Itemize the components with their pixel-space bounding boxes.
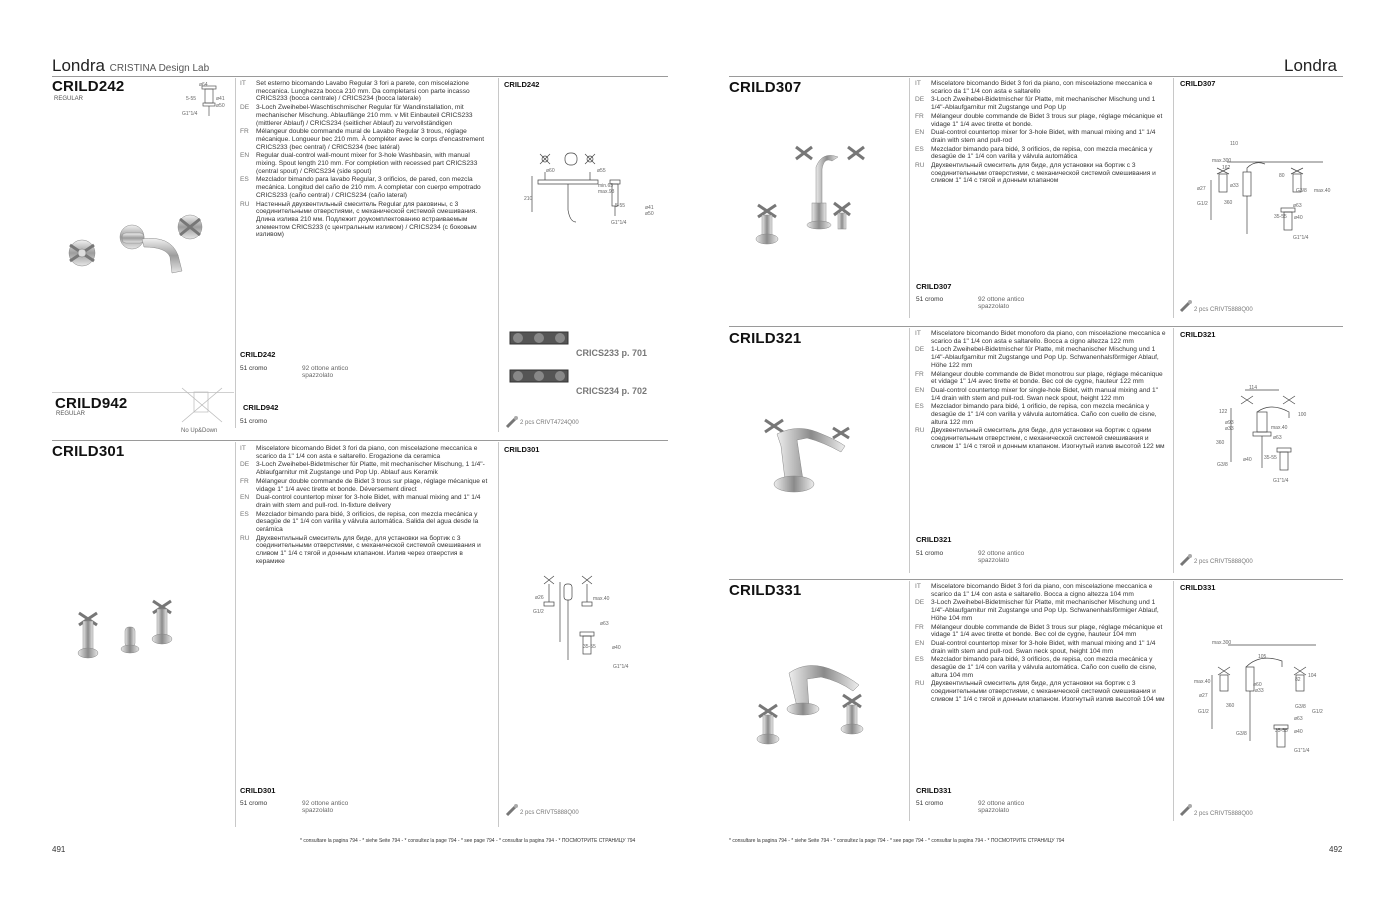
dim-label: G1"1/4: [1293, 235, 1309, 241]
dim-label: 360: [1226, 703, 1235, 709]
desc-text: 3-Loch Zweihebel-Bidetmischer für Platte, mit mechanischer Mischung und 1 1/4"-Ablaufgarnitur mit Zugstange und Pop Up. Schwanenhalsförmiger Ablauf, Höhe 104 mm: [931, 599, 1159, 622]
faucet-image: [757, 410, 867, 505]
dim-label: 105: [1258, 654, 1267, 660]
dim-label: G1"1/4: [182, 111, 198, 117]
lang-code: EN: [240, 494, 250, 502]
product-code: CRILD331: [729, 582, 802, 599]
column-divider: [1173, 581, 1174, 821]
dim-label: max.300: [1212, 158, 1232, 164]
lang-code: DE: [915, 96, 925, 104]
footnote: * consultare la pagina 794 - * siehe Seite 794 - * consultez la page 794 - * see page 794 - * consultar la pagina 794 - * ПОСМОТРИТЕ СТРАНИЦУ 794: [300, 838, 636, 844]
lang-code: IT: [915, 330, 921, 337]
no-updown-note: No Up&Down: [181, 428, 218, 434]
valve-accessory-icon: [505, 803, 519, 817]
series-title: Londra: [52, 56, 105, 75]
dim-label: ø60: [1253, 682, 1262, 688]
desc-row: [240, 152, 492, 175]
dim-label: G1"1/4: [1273, 478, 1289, 484]
column-divider: [498, 442, 499, 827]
lang-code: RU: [915, 427, 925, 435]
multilingual-description: [915, 330, 1167, 452]
page-number: 492: [1329, 845, 1343, 854]
dim-label: 100: [1298, 412, 1307, 418]
designer-label: CRISTINA Design Lab: [109, 63, 210, 74]
desc-row: [240, 478, 492, 493]
dim-label: ø27: [1197, 186, 1206, 192]
desc-text: Mélangeur double commande de Bidet 3 trous sur plage, réglage mécanique et vidage 1" 1/4 avec tirette et bonde. Déversement direct: [256, 477, 488, 493]
dim-label: min.63 max.93: [598, 183, 615, 195]
dim-label: max.40: [1314, 188, 1331, 194]
finish-desc: 92 ottone antico spazzolato: [302, 800, 349, 814]
lang-code: FR: [915, 623, 924, 631]
dim-label: max.300: [1212, 640, 1232, 646]
dim-label: ø40: [1294, 729, 1303, 735]
desc-text: Miscelatore bicomando Bidet 3 fori da piano, con miscelazione meccanica e scarico da 1" 1/4 con asta e saltarello. Erogazione da ceramica: [256, 445, 478, 460]
multilingual-description: [915, 583, 1167, 705]
dim-label: G3/8: [1296, 188, 1307, 194]
finish-desc: 92 ottone antico spazzolato: [302, 365, 349, 379]
lang-code: DE: [915, 346, 925, 354]
product-code: CRILD242: [52, 78, 125, 95]
footnote: * consultare la pagina 794 - * siehe Seite 794 - * consultez la page 794 - * see page 794 - * consultar la pagina 794 - * ПОСМОТРИТЕ СТРАНИЦУ 794: [729, 838, 1065, 844]
desc-row: [240, 461, 492, 476]
drawing-code: CRILD331: [1180, 583, 1216, 592]
dim-label: 360: [1224, 200, 1233, 206]
dim-label: 82: [1295, 677, 1301, 683]
desc-text: 3-Loch Zweihebel-Waschtischmischer Regular für Wandinstallation, mit mechanischer Mischung. Ablauflänge 210 mm. v Mit Einbauteil CRICS233 (mittlerer Ablauf) / CRICS234 (seitlicher Ablauf) zu vervollständigen: [256, 104, 473, 127]
lang-code: FR: [240, 477, 249, 485]
header-rule: [729, 76, 1343, 77]
drawing-code: CRILD321: [1180, 330, 1216, 339]
desc-text: Dual-control countertop mixer for 3-hole Bidet, with manual mixing and 1" 1/4 drain with stem and pull-rod. Swan neck spout, height 104 mm: [931, 639, 1156, 655]
dim-label: ø93: [1225, 420, 1234, 426]
multilingual-description: [915, 80, 1167, 186]
dim-label: 35-55: [1264, 455, 1277, 461]
product-subtitle: REGULAR: [54, 96, 84, 102]
desc-row: [240, 511, 492, 534]
lang-code: ES: [915, 403, 924, 411]
dim-label: 360: [1216, 440, 1225, 446]
finish-desc: 92 ottone antico spazzolato: [978, 550, 1025, 564]
lang-code: DE: [915, 599, 925, 607]
column-divider: [235, 442, 236, 827]
desc-text: Dual-control countertop mixer for 3-hole Bidet, with manual mixing and 1" 1/4 drain with stem and pull-rod: [931, 129, 1156, 144]
accessory-label: 2 pcs CRIVT4724Q00: [520, 420, 579, 426]
dim-label: ø60: [546, 168, 555, 174]
dim-label: G1/2: [1312, 709, 1323, 715]
desc-text: Двухвентильный смеситель для биде, для установки на бортик с 3 соединительными отверстиями, с механической системой смешивания и сливом 1" 1/4 с тягой и донным клапаном. Изогнутый излив высотой 104 мм: [931, 680, 1165, 703]
dim-label: ø33: [1225, 426, 1234, 432]
dim-label: ø40: [612, 645, 621, 651]
lang-code: RU: [240, 534, 250, 542]
desc-row: [915, 599, 1167, 622]
valve-accessory-icon: [1179, 299, 1193, 313]
desc-row: [915, 146, 1167, 161]
desc-text: Regular dual-control wall-mount mixer for 3-hole Washbasin, with manual mixing. Spout length 210 mm. For completion with recessed part CRICS233 (central spout) / CRICS234 (side spout): [256, 152, 478, 175]
dim-label: max.40: [593, 596, 610, 602]
accessory-label: 2 pcs CRIVT5888Q00: [1194, 811, 1253, 817]
desc-text: Mezclador bimando para lavabo Regular, 3 orificios, de pared, con mezcla mecánica. Longitud del caño de 210 mm. A completar con cuerpo empotrado CRICS233 (caño central) / CRICS234 (caño lateral): [256, 176, 481, 199]
desc-text: Двухвентильный смеситель для биде, для установки на бортик с 3 соединительными отверстиями, с механической системой смешивания и сливом 1" 1/4 с тягой и донным клапаном: [931, 162, 1156, 185]
dim-label: 210: [524, 196, 533, 202]
desc-row: [915, 656, 1167, 679]
desc-row: [240, 535, 492, 566]
desc-row: [915, 330, 1167, 345]
technical-drawing: [530, 572, 640, 672]
desc-row: [915, 80, 1167, 95]
drawing-code: CRILD242: [504, 80, 540, 89]
code-small: CRILD307: [916, 282, 952, 291]
lang-code: EN: [915, 639, 925, 647]
dim-label: G3/8: [1217, 462, 1228, 468]
desc-row: [240, 494, 492, 509]
desc-row: [915, 583, 1167, 598]
lang-code: FR: [915, 112, 924, 120]
no-updown-crossed-drawing: [180, 386, 224, 424]
finish-desc: 92 ottone antico spazzolato: [978, 296, 1025, 310]
column-divider: [235, 78, 236, 428]
desc-text: Mezclador bimando para bidé, 3 orificios, de repisa, con mezcla mecánica y desagüe de 1" 1/4 con varilla y válvula automática. Salida del agua desde la cerámica: [256, 510, 479, 534]
desc-row: [915, 427, 1167, 450]
desc-row: [915, 346, 1167, 369]
lang-code: EN: [915, 129, 925, 137]
dim-label: ø27: [1199, 693, 1208, 699]
lang-code: DE: [240, 461, 250, 469]
desc-text: Настенный двухвентильный смеситель Regular для раковины, с 3 соединительными отверстиями, с механической системой смешивания. Длина излива 210 мм. Подлежит доукомплектованию встраиваемым элементом CRICS233 (с центральным изливом) / CRICS234 (с боковым изливом): [256, 200, 478, 239]
dim-label: G1"1/4: [613, 664, 629, 670]
code-small: CRILD331: [916, 786, 952, 795]
accessory-label: 2 pcs CRIVT5888Q00: [520, 810, 579, 816]
dim-label: ø41: [645, 205, 654, 211]
dim-label: G1/2: [1198, 709, 1209, 715]
finish-desc: 92 ottone antico spazzolato: [978, 800, 1025, 814]
dim-label: ø55: [597, 168, 606, 174]
dim-label: ø40: [1294, 215, 1303, 221]
page-number: 491: [52, 845, 66, 854]
lang-code: ES: [915, 145, 924, 153]
dim-label: 114: [1249, 385, 1257, 391]
lang-code: ES: [240, 510, 249, 518]
technical-drawing: [1197, 160, 1337, 245]
code-small: CRILD301: [240, 786, 276, 795]
section-rule: [729, 579, 1343, 580]
dim-label: G3/8: [1295, 704, 1306, 710]
lang-code: ES: [915, 656, 924, 664]
recessed-ref: CRICS233 p. 701: [576, 348, 648, 358]
finish-code: 51 cromo: [916, 296, 944, 303]
lang-code: EN: [915, 386, 925, 394]
code-small: CRILD242: [240, 350, 276, 359]
dim-label: 162: [1222, 165, 1231, 171]
desc-text: Mezclador bimando para bidé, 3 orificios, de repisa, con mezcla mecánica y desagüe de 1" 1/4 con varilla y válvula automática. Caño con cuello de cisne, altura 104 mm: [931, 656, 1157, 679]
code-small: CRILD321: [916, 535, 952, 544]
faucet-image: [752, 145, 872, 255]
dim-label: 5-55: [186, 96, 197, 102]
dim-label: 35-55: [583, 644, 596, 650]
lang-code: RU: [915, 162, 925, 170]
finish-code: 51 cromo: [916, 800, 944, 807]
faucet-image: [749, 655, 879, 755]
desc-row: [915, 129, 1167, 144]
product-code: CRILD301: [52, 443, 125, 460]
dim-label: ø41: [216, 96, 225, 102]
right-page: [697, 0, 1394, 900]
lang-code: IT: [240, 80, 246, 87]
finish-code: 51 cromo: [240, 365, 268, 372]
code-small: CRILD942: [243, 403, 279, 412]
lang-code: ES: [240, 176, 249, 184]
dim-label: G1"1/4: [1294, 748, 1310, 754]
dim-label: ø26: [535, 595, 544, 601]
lang-code: RU: [915, 680, 925, 688]
desc-text: Двухвентильный смеситель для биде, для установки на бортик с одним соединительным отверстием, с механической системой смешивания и сливом 1" 1/4 с тягой и донным клапаном. Изогнутый излив высотой 122 мм: [931, 427, 1165, 450]
desc-row: [915, 403, 1167, 426]
dim-label: ø63: [1293, 203, 1302, 209]
lang-code: IT: [915, 80, 921, 87]
dim-label: G3/8: [1236, 731, 1247, 737]
accessory-label: 2 pcs CRIVT5888Q00: [1194, 559, 1253, 565]
desc-row: [240, 104, 492, 127]
desc-text: 3-Loch Zweihebel-Bidetmischer für Platte, mit mechanischer Mischung und 1 1/4"-Ablaufgarnitur mit Zugstange und Pop Up: [931, 96, 1156, 112]
desc-row: [915, 96, 1167, 111]
dim-label: max.40: [1271, 425, 1288, 431]
dim-label: 104: [1308, 673, 1317, 679]
multilingual-description: [240, 80, 492, 240]
desc-text: Mezclador bimando para bidé, 1 orificio, de repisa, con mezcla mecánica y desagüe de 1" 1/4 con varilla y válvula automática. Caño con cuello de cisne, altura 122 mm: [931, 403, 1157, 426]
recessed-body-image: [508, 326, 572, 350]
valve-accessory-icon: [1179, 553, 1193, 567]
desc-row: [915, 387, 1167, 402]
desc-text: 3-Loch Zweihebel-Bidetmischer für Platte, mit mechanischer Mischung, 1 1/4"-Ablaufgarnitur mit Zugstange und Pop Up. Ablauf aus Keramik: [256, 461, 485, 477]
dim-label: ø40: [1243, 457, 1252, 463]
dim-label: 35-55: [1274, 214, 1287, 220]
dim-label: 35-55: [1275, 728, 1288, 734]
desc-text: Miscelatore bicomando Bidet 3 fori da piano, con miscelazione meccanica e scarico da 1" 1/4 con asta e saltarello: [931, 80, 1153, 95]
desc-text: Двухвентильный смеситель для биде, для установки на бортик с 3 соединительными отверстиями, с механической системой смешивания и сливом 1" 1/4 с тягой и донным клапаном. Излив через отверстия в керамике: [256, 534, 481, 565]
technical-drawing: [520, 150, 670, 230]
column-divider: [909, 78, 910, 318]
dim-label: max.40: [1194, 679, 1211, 685]
product-code: CRILD321: [729, 330, 802, 347]
valve-accessory-icon: [1179, 803, 1193, 817]
faucet-image: [60, 215, 220, 295]
lang-code: RU: [240, 200, 250, 208]
desc-row: [240, 445, 492, 460]
column-divider: [1173, 78, 1174, 318]
desc-row: [240, 176, 492, 199]
recessed-body-image: [508, 364, 572, 388]
series-header: Londra: [1284, 56, 1337, 75]
desc-row: [915, 624, 1167, 639]
finish-code: 51 cromo: [240, 800, 268, 807]
desc-text: Dual-control countertop mixer for 3-hole Bidet, with manual mixing and 1" 1/4 drain with stem and pull-rod. In-fixture delivery: [256, 494, 481, 509]
column-divider: [1173, 328, 1174, 573]
dim-label: ø63: [1273, 435, 1282, 441]
finish-code: 51 cromo: [240, 418, 268, 425]
lang-code: IT: [240, 445, 246, 452]
header-rule: [52, 76, 668, 77]
lang-code: EN: [240, 152, 250, 160]
valve-accessory-icon: [505, 415, 519, 429]
technical-drawing: [1202, 645, 1332, 755]
desc-row: [915, 162, 1167, 185]
desc-text: Dual-control countertop mixer for single-hole Bidet, with manual mixing and 1" 1/4 drain with stem and pull-rod. Swan neck spout, height 122 mm: [931, 386, 1159, 402]
product-code: CRILD307: [729, 79, 802, 96]
faucet-image: [75, 595, 185, 670]
dim-label: 80: [1279, 173, 1285, 179]
dim-label: G1/2: [1197, 201, 1208, 207]
desc-text: Mélangeur double commande de Bidet 3 trous sur plage, réglage mécanique et vidage 1" 1/4 avec tirette et bonde.: [931, 112, 1163, 128]
desc-text: Mélangeur double commande de Bidet 3 trous sur plage, réglage mécanique et vidage 1" 1/4 avec tirette et bonde. Bec col de cygne, hauteur 104 mm: [931, 623, 1163, 639]
desc-text: Miscelatore bicomando Bidet 3 fori da piano, con miscelazione meccanica e scarico da 1" 1/4 con asta e saltarello. Bocca a cigno altezza 104 mm: [931, 583, 1153, 598]
desc-row: [240, 128, 492, 151]
section-rule: [729, 326, 1343, 327]
dim-label: G1"1/4: [611, 220, 627, 226]
desc-row: [915, 640, 1167, 655]
dim-label: ø64: [199, 82, 208, 88]
product-code: CRILD942: [55, 395, 128, 412]
dim-label: ø63: [600, 621, 609, 627]
lang-code: DE: [240, 104, 250, 112]
product-subtitle: REGULAR: [56, 411, 86, 417]
accessory-label: 2 pcs CRIVT5888Q00: [1194, 307, 1253, 313]
dim-label: 5-55: [615, 203, 626, 209]
multilingual-description: [240, 445, 492, 567]
desc-row: [915, 113, 1167, 128]
column-divider: [909, 328, 910, 573]
desc-text: Mélangeur double commande de Bidet monotrou sur plage, réglage mécanique et vidage 1" 1/4 avec tirette et bonde. Bec col de cygne, hauteur 122 mm: [931, 370, 1163, 386]
desc-text: Mezclador bimando para bidé, 3 orificios, de repisa, con mezcla mecánica y desagüe de 1" 1/4 con varilla y válvula automática: [931, 145, 1153, 161]
column-divider: [498, 78, 499, 432]
drawing-code: CRILD307: [1180, 79, 1216, 88]
desc-text: Mélangeur double commande mural de Lavabo Regular 3 trous, réglage mécanique. Longueur bec 210 mm. À compléter avec le corps d'encastrement CRICS233 (bec central) / CRICS234 (bec latéral): [256, 128, 485, 151]
lang-code: FR: [240, 128, 249, 136]
desc-text: Set esterno bicomando Lavabo Regular 3 fori a parete, con miscelazione meccanica. Lunghezza bocca 210 mm. Da completarsi con parte incasso CRICS233 (bocca centrale) / CRICS234 (bocca laterale): [256, 80, 470, 103]
desc-text: Miscelatore bicomando Bidet monoforo da piano, con miscelazione meccanica e scarico da 1" 1/4 con asta e saltarello. Bocca a cigno altezza 122 mm: [931, 330, 1166, 345]
series-header: [52, 56, 209, 76]
dim-label: ø33: [1230, 183, 1239, 189]
dim-label: G1/2: [533, 609, 544, 615]
column-divider: [909, 581, 910, 821]
desc-text: 1-Loch Zweihebel-Bidetmischer für Platte, mit mechanischer Mischung und 1 1/4"-Ablaufgarnitur mit Zugstange und Pop Up. Schwanenhalsförmiger Ablauf, Höhe 122 mm: [931, 346, 1159, 369]
dim-label: 110: [1230, 141, 1238, 147]
dim-label: ø50: [645, 211, 654, 217]
section-rule: [52, 440, 668, 441]
dim-label: 122: [1219, 409, 1228, 415]
drawing-code: CRILD301: [504, 445, 540, 454]
dim-label: ø33: [1255, 688, 1264, 694]
lang-code: IT: [915, 583, 921, 590]
desc-row: [915, 371, 1167, 386]
dim-label: ø50: [216, 103, 225, 109]
recessed-ref: CRICS234 p. 702: [576, 386, 648, 396]
technical-drawing: [1217, 388, 1327, 483]
desc-row: [240, 80, 492, 103]
desc-row: [915, 680, 1167, 703]
desc-row: [240, 201, 492, 240]
lang-code: FR: [915, 370, 924, 378]
dim-label: ø63: [1294, 716, 1303, 722]
finish-code: 51 cromo: [916, 550, 944, 557]
